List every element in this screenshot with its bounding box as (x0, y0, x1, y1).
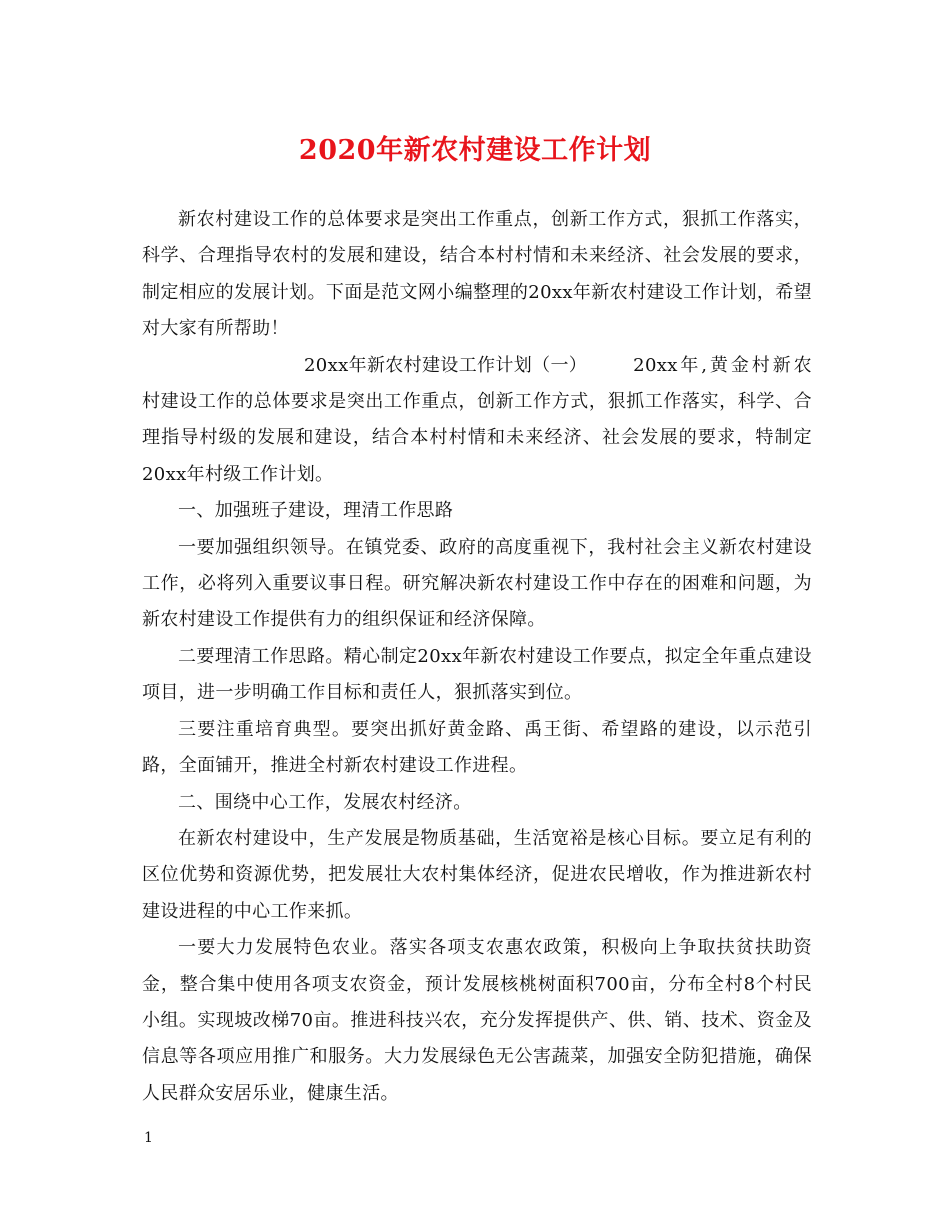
heading-rural-economy: 二、围绕中心工作，发展农村经济。 (178, 791, 472, 813)
section-one-paragraph (142, 348, 812, 494)
paragraph-typical-cultivation: 三要注重培育典型。要突出抓好黄金路、禹王街、希望路的建设，以示范引路，全面铺开，推进全村新农村建设工作进程。 (142, 718, 812, 777)
heading-strengthen-team: 一、加强班子建设，理清工作思路 (178, 500, 454, 522)
section-one-heading: 20xx年新农村建设工作计划（一） (304, 354, 588, 376)
page-number: 1 (144, 1130, 153, 1146)
paragraph-rural-economy: 在新农村建设中，生产发展是物质基础，生活宽裕是核心目标。要立足有利的区位优势和资源优势，把发展壮大农村集体经济，促进农民增收，作为推进新农村建设进程的中心工作来抓。 (142, 827, 812, 922)
intro-paragraph: 新农村建设工作的总体要求是突出工作重点，创新工作方式，狠抓工作落实，科学、合理指导农村的发展和建设，结合本村村情和未来经济、社会发展的要求，制定相应的发展计划。下面是范文网小编整理的20xx年新农村建设工作计划，希望对大家有所帮助！ (142, 209, 812, 340)
section-one-body: 20xx年,黄金村新农村建设工作的总体要求是突出工作重点，创新工作方式，狠抓工作落实，科学、合理指导村级的发展和建设，结合本村村情和未来经济、社会发展的要求，特制定20xx年村级工作计划。 (142, 354, 812, 485)
paragraph-specialty-agriculture: 一要大力发展特色农业。落实各项支农惠农政策，积极向上争取扶贫扶助资金，整合集中使用各项支农资金，预计发展核桃树面积700亩，分布全村8个村民小组。实现坡改梯70亩。推进科技兴农，充分发挥提供产、供、销、技术、资金及信息等各项应用推广和服务。大力发展绿色无公害蔬菜，加强安全防犯措施，确保人民群众安居乐业，健康生活。 (142, 937, 812, 1104)
document-body (142, 202, 812, 1112)
paragraph-work-ideas: 二要理清工作思路。精心制定20xx年新农村建设工作要点，拟定全年重点建设项目，进一步明确工作目标和责任人，狠抓落实到位。 (142, 645, 812, 704)
document-title: 2020年新农村建设工作计划 (298, 135, 652, 166)
paragraph-organization: 一要加强组织领导。在镇党委、政府的高度重视下，我村社会主义新农村建设工作，必将列入重要议事日程。研究解决新农村建设工作中存在的困难和问题，为新农村建设工作提供有力的组织保证和经济保障。 (142, 536, 812, 631)
